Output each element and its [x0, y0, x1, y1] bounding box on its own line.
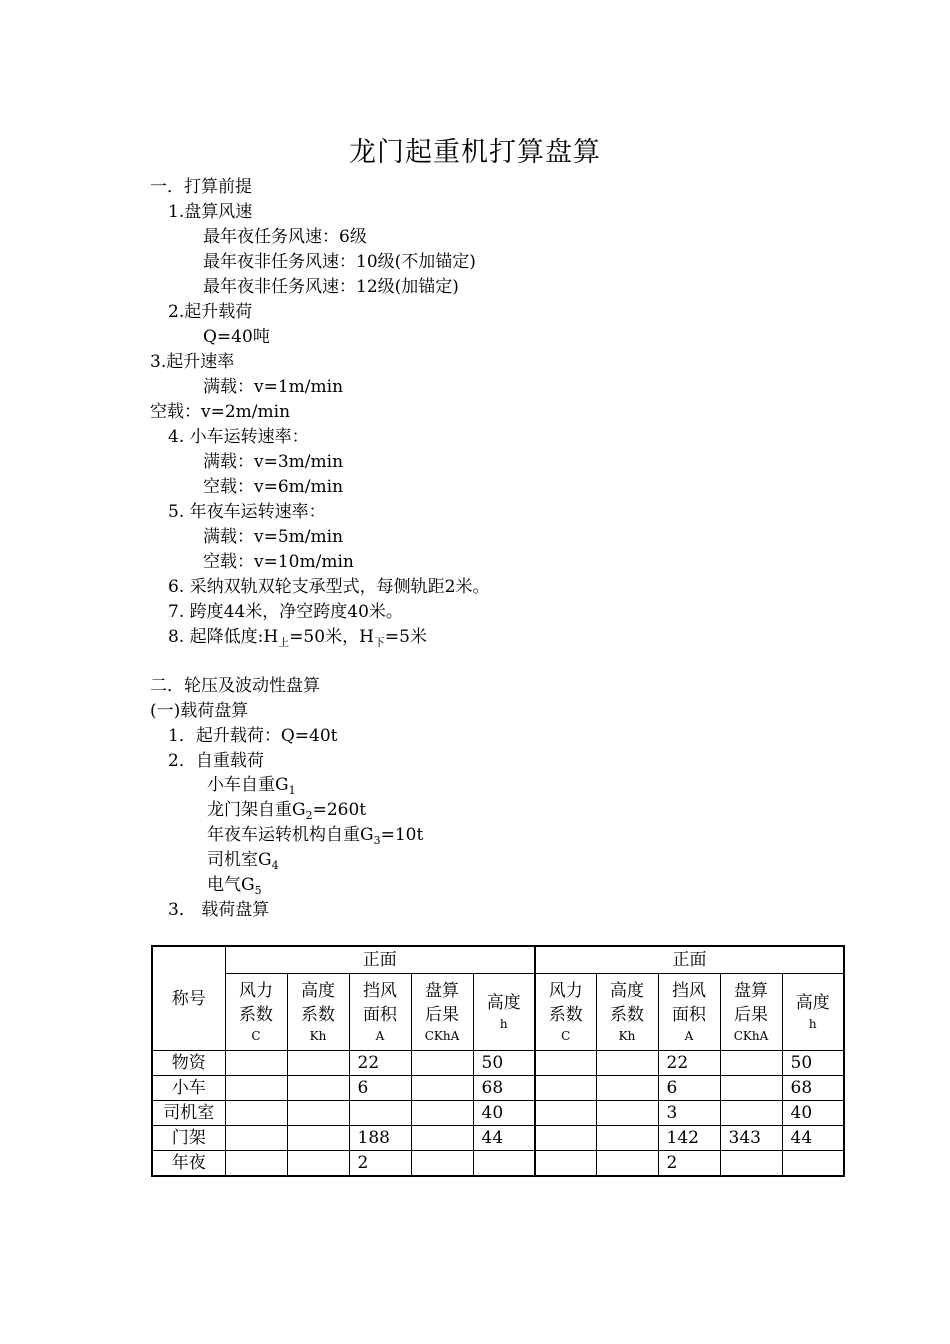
table-cell [596, 1126, 658, 1151]
item-6: 6. 采纳双轨双轮支承型式，每侧轨距2米。 [168, 577, 490, 597]
section2-item2: 2．自重载荷 [168, 751, 264, 771]
table-row [152, 1051, 844, 1076]
table-cell [535, 1151, 596, 1177]
table-cell: 22 [349, 1051, 411, 1076]
column-header-label: 盘算后果 [425, 981, 459, 1025]
row-name: 物资 [152, 1051, 225, 1076]
column-header-label: 高度 [486, 993, 521, 1013]
self-weight-item [207, 799, 366, 823]
table-cell: 68 [473, 1076, 535, 1101]
table-cell [225, 1076, 287, 1101]
item-8-suffix: =5米 [384, 627, 427, 647]
column-header-label: 挡风面积 [672, 981, 707, 1025]
column-header [658, 974, 720, 1051]
trolley-speed-full: 满载：v=3m/min [203, 452, 344, 472]
table-cell [349, 1101, 411, 1126]
self-weight-value: =10t [380, 825, 424, 845]
name-header: 称号 [152, 946, 225, 1051]
table-cell [287, 1076, 349, 1101]
table-cell [535, 1076, 596, 1101]
table-cell [287, 1051, 349, 1076]
column-header-label: 高度系数 [610, 981, 645, 1025]
column-header-label: 高度 [795, 993, 830, 1013]
lift-load-value: Q=40吨 [203, 327, 270, 347]
wind-heading: 1.盘算风速 [168, 202, 253, 222]
self-weight-subscript: 4 [271, 859, 279, 872]
table-cell [596, 1101, 658, 1126]
column-header [535, 974, 596, 1051]
column-header-label: 风力系数 [548, 981, 583, 1025]
wind-item: 最年夜非任务风速：12级(加锚定) [203, 277, 459, 297]
column-header [782, 974, 844, 1051]
column-header-symbol: Kh [618, 1029, 636, 1043]
section2-item1: 1．起升载荷：Q=40t [168, 726, 338, 746]
table-cell [535, 1101, 596, 1126]
column-header-symbol: h [499, 1017, 508, 1031]
table-row [152, 1101, 844, 1126]
table-row [152, 1126, 844, 1151]
self-weight-subscript: 1 [288, 784, 296, 797]
self-weight-label: 电气G [207, 875, 255, 895]
table-cell [411, 1076, 473, 1101]
table-group-header-row [152, 946, 844, 974]
row-name: 年夜 [152, 1151, 225, 1177]
self-weight-subscript: 5 [254, 884, 262, 897]
table-cell [287, 1151, 349, 1177]
lift-speed-empty: 空载：v=2m/min [150, 402, 291, 422]
table-cell: 3 [658, 1101, 720, 1126]
column-header-symbol: A [375, 1029, 385, 1043]
self-weight-label: 小车自重G [207, 775, 289, 795]
wind-item: 最年夜任务风速：6级 [203, 227, 367, 247]
table-cell [720, 1051, 782, 1076]
section1-heading: 一．打算前提 [150, 177, 252, 197]
table-cell [720, 1076, 782, 1101]
table-cell [535, 1051, 596, 1076]
column-header [225, 974, 287, 1051]
column-header [473, 974, 535, 1051]
table-cell: 6 [349, 1076, 411, 1101]
column-header [349, 974, 411, 1051]
table-cell: 44 [473, 1126, 535, 1151]
column-header-label: 挡风面积 [363, 981, 397, 1025]
table-cell [225, 1101, 287, 1126]
item-8-mid: =50米，H [289, 627, 374, 647]
section2-heading: 二．轮压及波动性盘算 [150, 676, 320, 696]
table-cell [287, 1126, 349, 1151]
crane-speed-empty: 空载：v=10m/min [203, 552, 354, 572]
table-cell: 22 [658, 1051, 720, 1076]
lift-speed-heading: 3.起升速率 [150, 352, 235, 372]
self-weight-item [207, 774, 296, 798]
section2-item3: 3． 载荷盘算 [168, 900, 270, 920]
column-header-symbol: CKhA [424, 1029, 460, 1043]
self-weight-label: 年夜车运转机构自重G [207, 825, 374, 845]
column-header-label: 盘算后果 [734, 981, 769, 1025]
table-cell [596, 1151, 658, 1177]
table-cell: 44 [782, 1126, 844, 1151]
table-cell [225, 1051, 287, 1076]
self-weight-item [207, 849, 279, 873]
table-cell [287, 1101, 349, 1126]
row-name: 门架 [152, 1126, 225, 1151]
wind-item: 最年夜非任务风速：10级(不加锚定) [203, 252, 476, 272]
lift-speed-full: 满载：v=1m/min [203, 377, 344, 397]
row-name: 司机室 [152, 1101, 225, 1126]
group-header: 正面 [535, 946, 844, 974]
item-7: 7. 跨度44米，净空跨度40米。 [168, 602, 403, 622]
lift-load-heading: 2.起升载荷 [168, 302, 253, 322]
table-cell [411, 1051, 473, 1076]
table-cell: 343 [720, 1126, 782, 1151]
column-header-label: 高度系数 [301, 981, 335, 1025]
self-weight-label: 司机室G [207, 850, 272, 870]
table-cell [596, 1051, 658, 1076]
self-weight-label: 龙门架自重G [207, 800, 306, 820]
column-header-label: 风力系数 [239, 981, 273, 1025]
column-header [411, 974, 473, 1051]
table-cell: 40 [782, 1101, 844, 1126]
table-cell: 50 [782, 1051, 844, 1076]
row-name: 小车 [152, 1076, 225, 1101]
column-header [596, 974, 658, 1051]
table-cell [411, 1126, 473, 1151]
group-header: 正面 [225, 946, 535, 974]
table-cell: 2 [349, 1151, 411, 1177]
load-table [151, 945, 845, 1177]
table-row [152, 1151, 844, 1177]
table-cell: 6 [658, 1076, 720, 1101]
item-8 [168, 626, 427, 650]
column-header [287, 974, 349, 1051]
item-8-sub-up: 上 [278, 636, 290, 649]
table-cell [411, 1151, 473, 1177]
column-header-symbol: Kh [309, 1029, 327, 1043]
self-weight-value: =260t [312, 800, 367, 820]
table-cell [720, 1151, 782, 1177]
item-8-prefix: 8. 起降低度:H [168, 627, 279, 647]
table-cell [473, 1151, 535, 1177]
self-weight-item [207, 874, 262, 898]
table-cell: 40 [473, 1101, 535, 1126]
table-cell [411, 1101, 473, 1126]
table-cell [782, 1151, 844, 1177]
column-header-symbol: A [684, 1029, 694, 1043]
table-cell [596, 1076, 658, 1101]
crane-speed-heading: 5. 年夜车运转速率： [168, 502, 326, 522]
page-title: 龙门起重机打算盘算 [349, 137, 601, 168]
table-cell [225, 1126, 287, 1151]
table-column-header-row [152, 974, 844, 1051]
table-cell [535, 1126, 596, 1151]
column-header-symbol: C [251, 1029, 261, 1043]
table-cell: 188 [349, 1126, 411, 1151]
self-weight-item [207, 824, 423, 848]
table-cell: 68 [782, 1076, 844, 1101]
column-header-symbol: h [808, 1017, 817, 1031]
column-header [720, 974, 782, 1051]
trolley-speed-empty: 空载：v=6m/min [203, 477, 344, 497]
table-cell: 50 [473, 1051, 535, 1076]
column-header-symbol: C [561, 1029, 571, 1043]
item-8-sub-down: 下 [373, 636, 385, 649]
table-cell: 142 [658, 1126, 720, 1151]
table-row [152, 1076, 844, 1101]
trolley-speed-heading: 4. 小车运转速率： [168, 427, 309, 447]
crane-speed-full: 满载：v=5m/min [203, 527, 344, 547]
table-cell [720, 1101, 782, 1126]
self-weight-subscript: 2 [305, 809, 313, 822]
table-cell [225, 1151, 287, 1177]
self-weight-subscript: 3 [373, 834, 381, 847]
table-cell: 2 [658, 1151, 720, 1177]
section2-subheading: (一)载荷盘算 [150, 701, 249, 721]
column-header-symbol: CKhA [733, 1029, 769, 1043]
